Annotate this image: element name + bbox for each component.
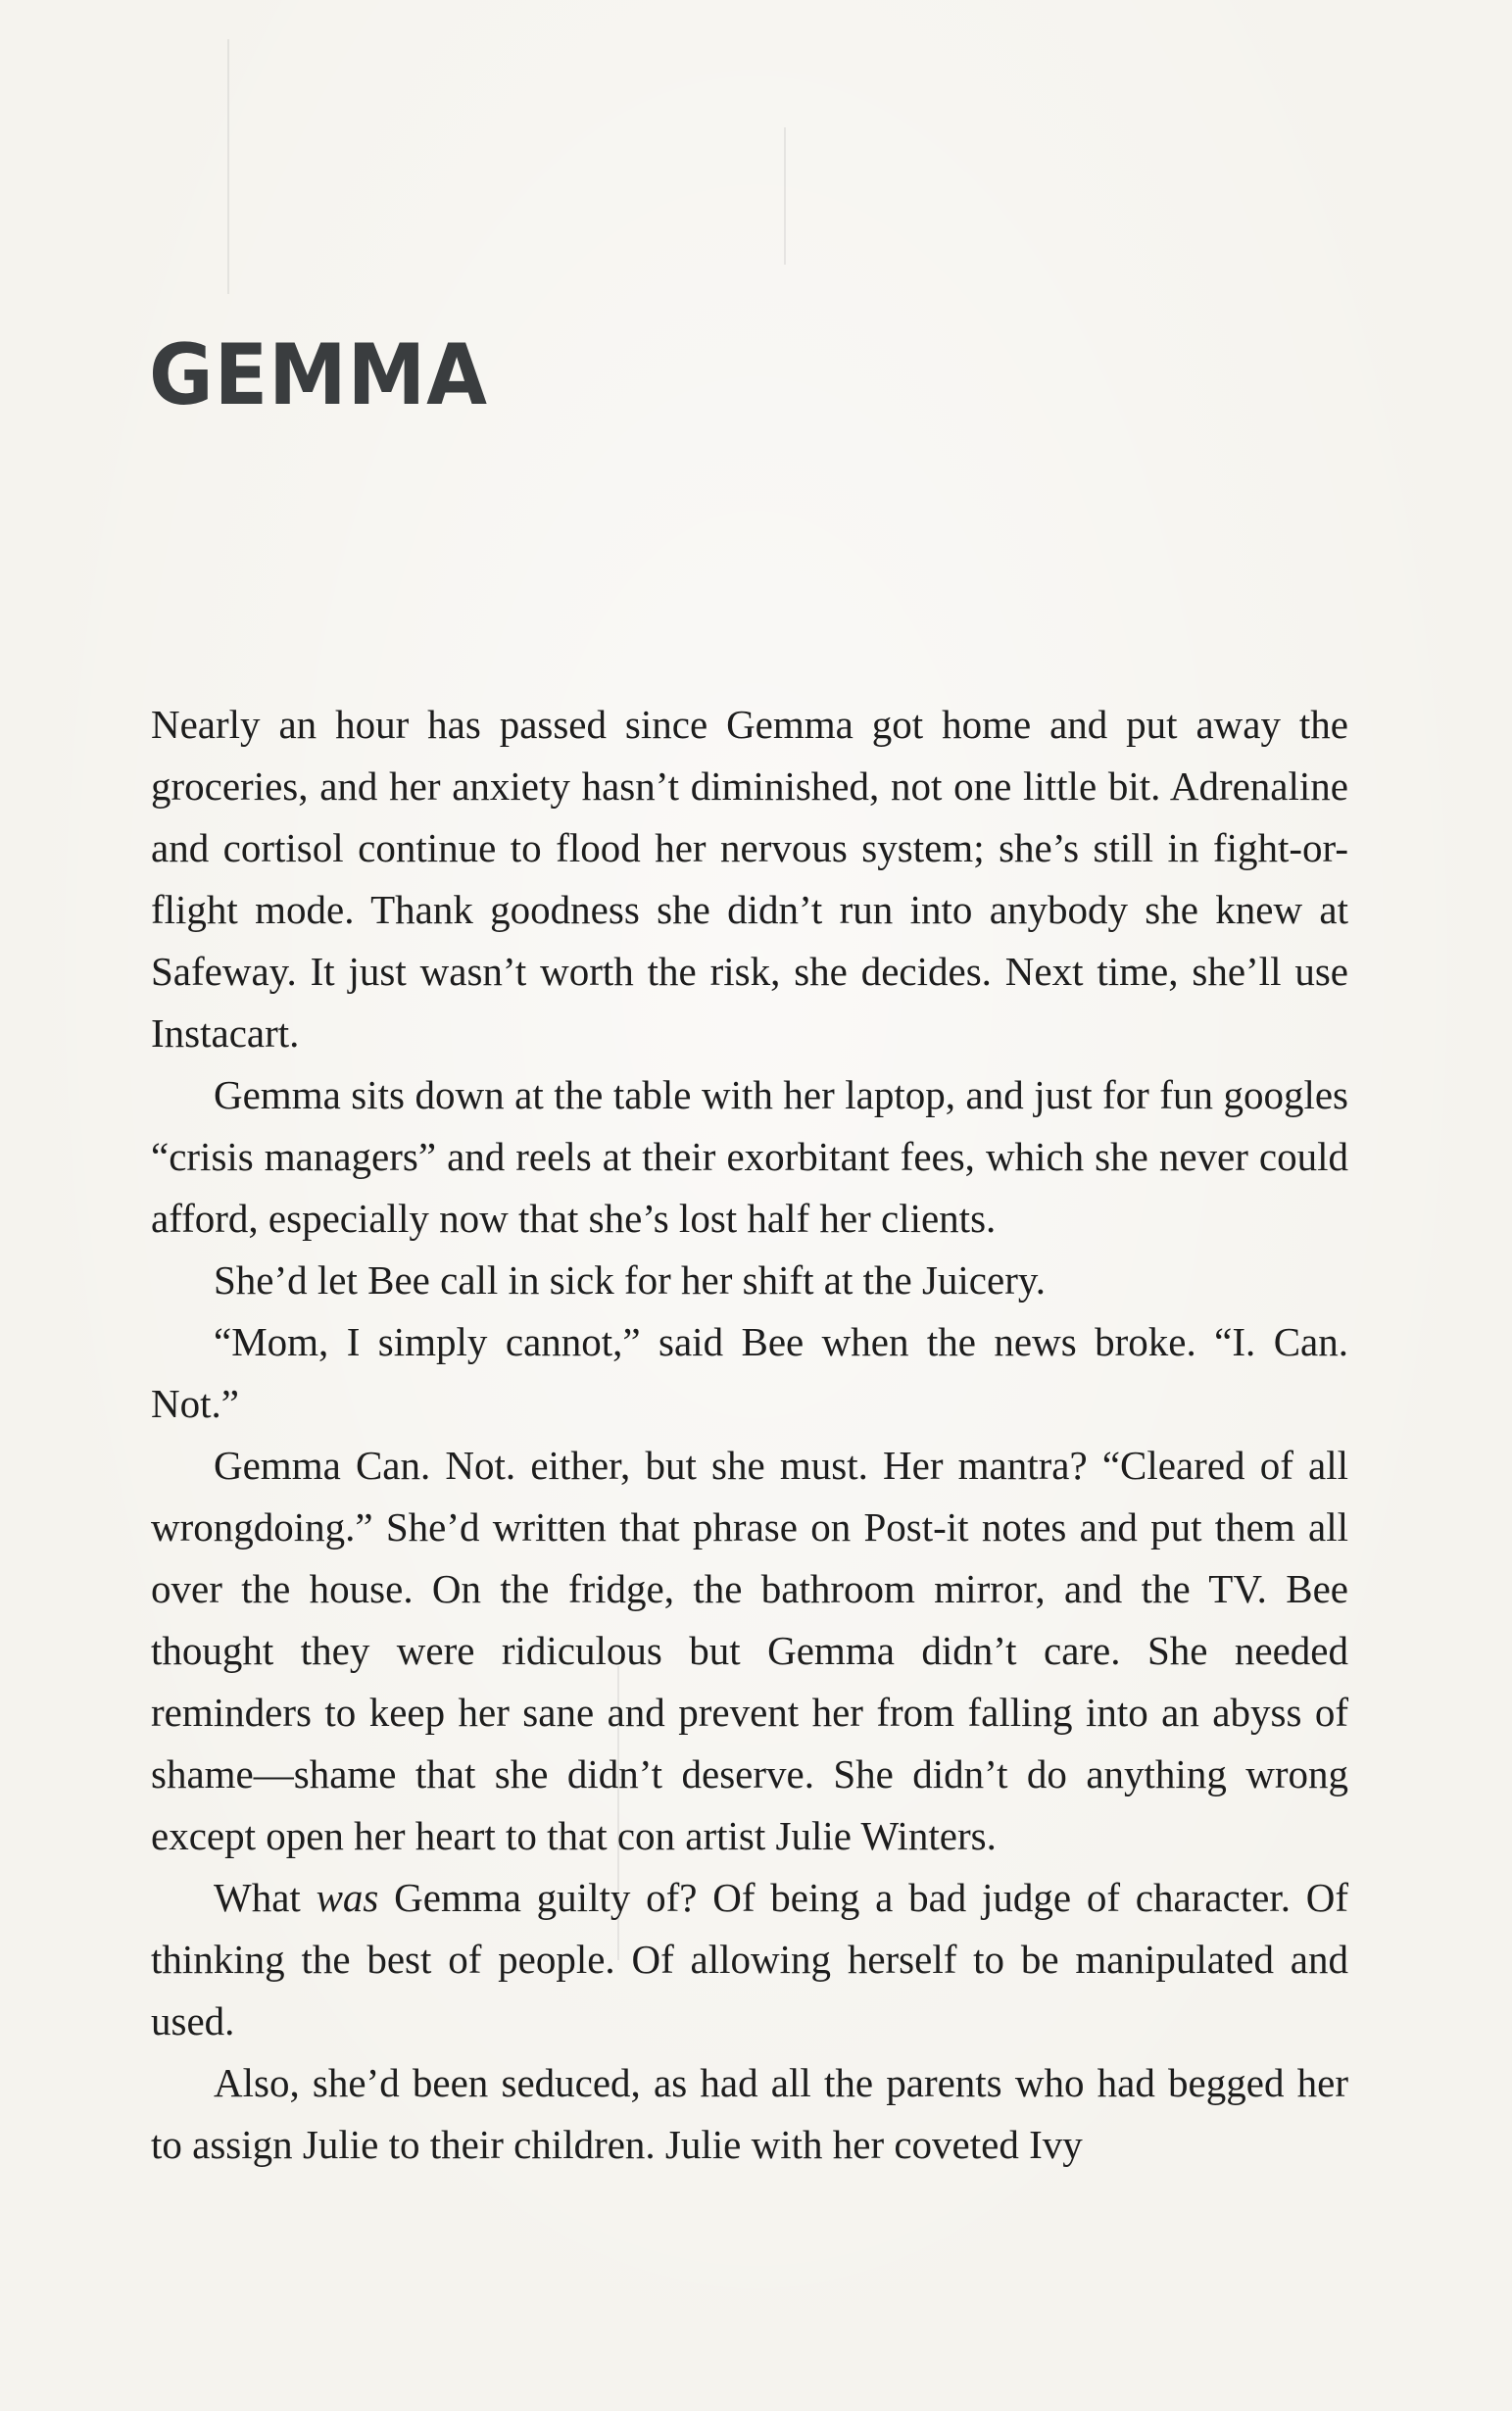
chapter-body <box>151 694 1348 2176</box>
paragraph: She’d let Bee call in sick for her shift at the Juicery. <box>214 1257 1046 1303</box>
paragraph: Gemma Can. Not. either, but she must. Her mantra? “Cleared of all wrongdoing.” She’d written that phrase on Post-it notes and put them all over the house. On the fridge, the bathroom mirror, and the TV. Bee thought they were ridiculous but Gemma didn’t care. She needed reminders to keep her sane and prevent her from falling into an abyss of shame—shame that she didn’t deserve. She didn’t do anything wrong except open her heart to that con artist Julie Winters. <box>151 1443 1348 1858</box>
paragraph: “Mom, I simply cannot,” said Bee when the news broke. “I. Can. Not.” <box>151 1319 1348 1426</box>
paragraph-text: What <box>214 1875 317 1920</box>
paragraph: Gemma sits down at the table with her laptop, and just for fun googles “crisis managers” and reels at their exorbitant fees, which she never could afford, especially now that she’s lost half her clients. <box>151 1072 1348 1241</box>
paragraph <box>151 1867 1348 2052</box>
page-crease <box>784 127 786 265</box>
paragraph: Also, she’d been seduced, as had all the parents who had begged her to assign Julie to their children. Julie with her coveted Ivy <box>151 2060 1348 2167</box>
paragraph: Nearly an hour has passed since Gemma got home and put away the groceries, and her anxiety hasn’t diminished, not one little bit. Adrenaline and cortisol continue to flood her nervous system; she’s still in fight-or-flight mode. Thank goodness she didn’t run into anybody she knew at Safeway. It just wasn’t worth the risk, she decides. Next time, she’ll use Instacart. <box>151 702 1348 1056</box>
paragraph-text: Gemma guilty of? Of being a bad judge of character. Of thinking the best of people. Of allowing herself to be manipulated and used. <box>151 1875 1348 2043</box>
emphasized-word: was <box>316 1875 379 1920</box>
page-crease <box>227 39 229 294</box>
chapter-title: GEMMA <box>149 326 489 424</box>
